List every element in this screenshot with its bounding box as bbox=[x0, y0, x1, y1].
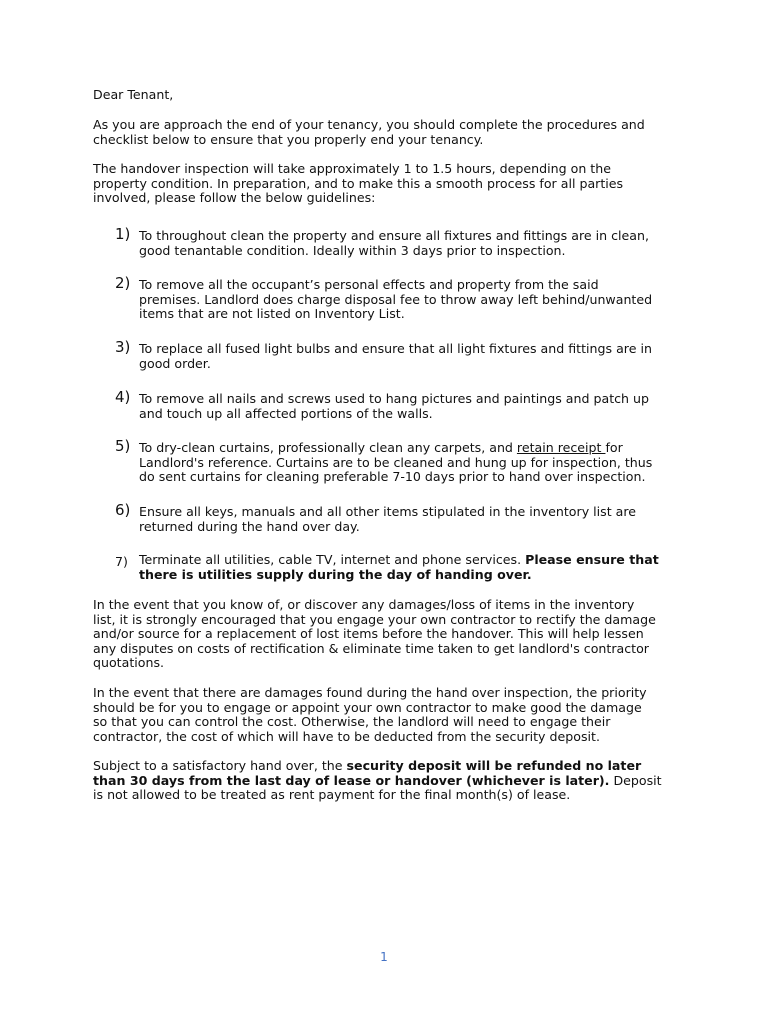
deposit-text-part: Deposit is not allowed to be treated as rent payment for the final month(s) of lease. bbox=[93, 772, 662, 803]
list-item-text-part: for Landlord's reference. Curtains are to be cleaned and hung up for inspection, thus do sent curtains for cleaning preferable 7-10 days prior to hand over inspection. bbox=[139, 440, 653, 485]
salutation: Dear Tenant, bbox=[93, 87, 174, 102]
damages-found-paragraph: In the event that there are damages found during the hand over inspection, the priority should be for you to engage or appoint your own contractor to make good the damage so that you can control the cost. Otherwise, the landlord will need to engage their contractor, the cost of which will have to be deducted from the security deposit. bbox=[93, 685, 647, 744]
list-item-number: 2) bbox=[115, 274, 131, 292]
list-item-number: 6) bbox=[115, 501, 131, 519]
utilities-supply-emphasis: Please ensure that there is utilities supply during the day of handing over. bbox=[139, 552, 659, 582]
list-item-text: To throughout clean the property and ensure all fixtures and fittings are in clean, good tenantable condition. Ideally within 3 days prior to inspection. bbox=[139, 228, 649, 258]
list-item-text: To remove all the occupant’s personal effects and property from the said premises. Landlord does charge disposal fee to throw away left behind/unwanted items that are not listed on Inventory List. bbox=[139, 277, 653, 322]
list-item-text bbox=[139, 441, 684, 485]
handover-paragraph: The handover inspection will take approximately 1 to 1.5 hours, depending on the property condition. In preparation, and to make this a smooth process for all parties involved, please follow the below guidelines: bbox=[93, 161, 624, 206]
list-item-number: 7) bbox=[115, 554, 128, 569]
page-number: 1 bbox=[380, 950, 388, 964]
list-item-number: 1) bbox=[115, 225, 131, 243]
deposit-paragraph bbox=[93, 759, 683, 803]
retain-receipt-underlined: retain receipt bbox=[516, 440, 606, 455]
list-item-text: To replace all fused light bulbs and ensure that all light fixtures and fittings are in good order. bbox=[139, 341, 652, 371]
list-item-number: 4) bbox=[115, 388, 131, 406]
deposit-refund-emphasis: security deposit will be refunded no later than 30 days from the last day of lease or handover (whichever is later). bbox=[93, 758, 642, 788]
list-item-text: Ensure all keys, manuals and all other items stipulated in the inventory list are returned during the hand over day. bbox=[139, 504, 637, 534]
list-item-text: To remove all nails and screws used to hang pictures and paintings and patch up and touch up all affected portions of the walls. bbox=[139, 391, 650, 421]
intro-paragraph: As you are approach the end of your tenancy, you should complete the procedures and checklist below to ensure that you properly end your tenancy. bbox=[93, 117, 645, 147]
list-item-number: 3) bbox=[115, 338, 131, 356]
list-item-text-part: To dry-clean curtains, professionally clean any carpets, and bbox=[139, 440, 517, 455]
list-item-number: 5) bbox=[115, 437, 131, 455]
list-item-text bbox=[139, 553, 684, 582]
deposit-text-part: Subject to a satisfactory hand over, the bbox=[93, 758, 347, 773]
list-item-text-part: Terminate all utilities, cable TV, internet and phone services. bbox=[139, 552, 526, 567]
damages-known-paragraph: In the event that you know of, or discover any damages/loss of items in the inventory list, it is strongly encouraged that you engage your own contractor to rectify the damage and/or source for a replacement of lost items before the handover. This will help lessen any disputes on costs of rectification & eliminate time taken to get landlord's contractor quotations. bbox=[93, 597, 656, 671]
